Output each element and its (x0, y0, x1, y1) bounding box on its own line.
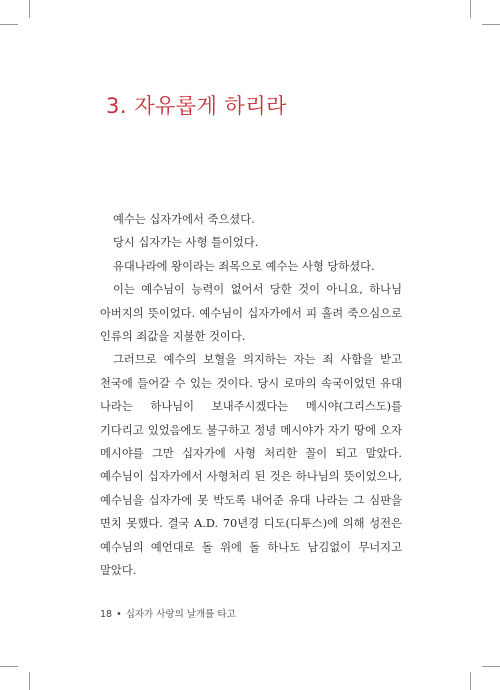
crop-mark-left-bottom (0, 666, 18, 667)
crop-mark-bottom-left (29, 672, 30, 690)
crop-mark-right-top (482, 24, 500, 25)
footer-separator: • (116, 609, 122, 620)
paragraph: 그러므로 예수의 보혈을 의지하는 자는 죄 사함을 받고 천국에 들어갈 수 있는 것이다. 당시 로마의 속국이었던 유대 나라는 하나님이 보내주시겠다는 메시야(그리스도)를 기다리고 있었음에도 불구하고 정녕 메시야가 자기 땅에 오자 메시야를 그만 십자가에 사형 처리한 꼴이 되고 말았다. 예수님이 십자가에서 사형처리 된 것은 하나님의 뜻이었으나, 예수님을 십자가에 못 박도록 내어준 유대 나라는 그 심판을 면치 못했다. 결국 A.D. 70년경 디도(디투스)에 의해 성전은 예수님의 예언대로 돌 위에 돌 하나도 남김없이 무너지고 말았다. (100, 353, 402, 578)
crop-mark-left-top (0, 24, 18, 25)
crop-mark-top-left (29, 0, 30, 18)
crop-mark-top-right (470, 0, 471, 18)
crop-mark-bottom-right (470, 672, 471, 690)
running-book-title: 십자가 사랑의 날개를 타고 (125, 609, 236, 620)
paragraph: 예수는 십자가에서 죽으셨다. (113, 213, 255, 226)
paragraph: 당시 십자가는 사형 틀이었다. (113, 236, 259, 250)
paragraph: 유대나라에 왕이라는 죄목으로 예수는 사형 당하셨다. (113, 259, 375, 273)
page-footer (100, 606, 236, 620)
paragraph: 이는 예수님이 능력이 없어서 당한 것이 아니요, 하나님 아버지의 뜻이었다. 예수님이 십자가에서 피 흘려 죽으심으로 인류의 죄값을 지불한 것이다. (100, 283, 402, 344)
chapter-title: 3. 자유롭게 하리라 (106, 94, 287, 118)
crop-mark-right-bottom (482, 666, 500, 667)
page-number: 18 (100, 609, 113, 620)
body-text (100, 208, 402, 583)
